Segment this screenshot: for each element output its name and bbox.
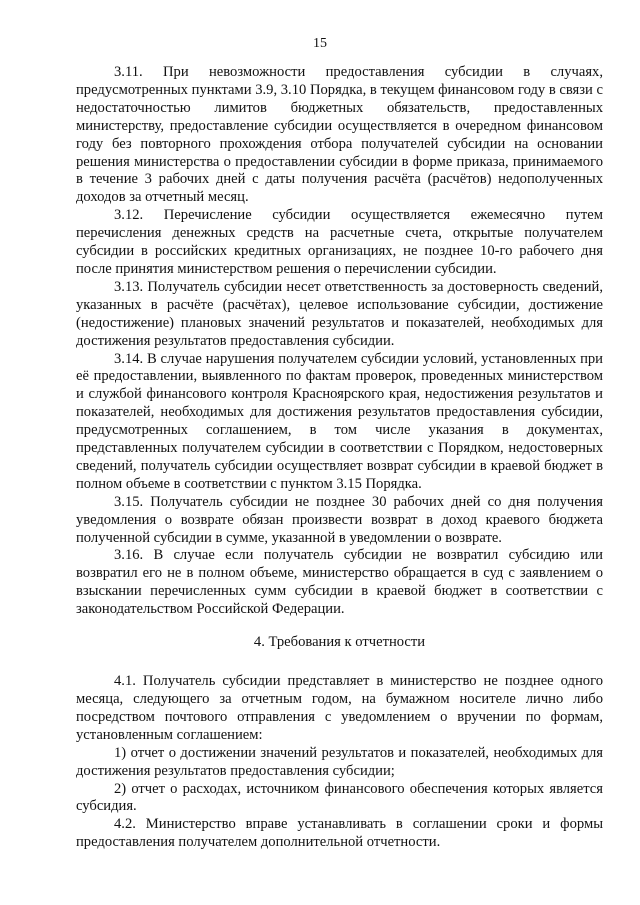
paragraph-4-1: 4.1. Получатель субсидии представляет в министерство не позднее одного месяца, следующего за отчетным годом, на бумажном носителе лично либо посредством почтового отправления с уведомлением о вручении по формам, установленным соглашением: (76, 673, 603, 743)
document-body (76, 64, 603, 852)
paragraph-4-2: 4.2. Министерство вправе устанавливать в соглашении сроки и формы предоставления получателем дополнительной отчетности. (76, 816, 603, 851)
paragraph-4-1-item-2: 2) отчет о расходах, источником финансового обеспечения которых является субсидия. (76, 780, 603, 815)
paragraph-4-1-item-1: 1) отчет о достижении значений результатов и показателей, необходимых для достижения результатов предоставления субсидии; (76, 744, 603, 779)
paragraph-3-14: 3.14. В случае нарушения получателем субсидии условий, установленных при её предоставлении, выявленного по фактам проверок, проведенных министерством и службой финансового контроля Красноярского края, недостижения результатов и показателей, необходимых для достижения результатов предоставления субсидии, предусмотренных соглашением, в том числе указания в документах, представленных получателем субсидии в соответствии с Порядком, недостоверных сведений, получатель субсидии осуществляет возврат субсидии в краевой бюджет в полном объеме в соответствии с пунктом 3.15 Порядка. (76, 350, 603, 492)
paragraph-3-11: 3.11. При невозможности предоставления субсидии в случаях, предусмотренных пунктами 3.9, 3.10 Порядка, в текущем финансовом году в связи с недостаточностью лимитов бюджетных обязательств, предоставленных министерству, предоставление субсидии осуществляется в очередном финансовом году без повторного прохождения отбора получателей субсидии на основании решения министерства о предоставлении субсидии в форме приказа, принимаемого в течение 3 рабочих дней с даты получения расчёта (расчётов) недополученных доходов за отчетный месяц. (76, 64, 603, 206)
section-heading: 4. Требования к отчетности (253, 634, 426, 651)
paragraph-3-13: 3.13. Получатель субсидии несет ответственность за достоверность сведений, указанных в расчёте (расчётах), целевое использование субсидии, достижение (недостижение) плановых значений результатов и показателей, необходимых для достижения результатов предоставления субсидии. (76, 278, 603, 349)
paragraph-3-16: 3.16. В случае если получатель субсидии не возвратил субсидию или возвратил его не в полном объеме, министерство обращается в суд с заявлением о взыскании перечисленных сумм субсидии в краевой бюджет в соответствии с законодательством Российской Федерации. (76, 547, 603, 618)
paragraph-3-15: 3.15. Получатель субсидии не позднее 30 рабочих дней со дня получения уведомления о возврате обязан произвести возврат в доход краевого бюджета полученной субсидии в сумме, указанной в уведомлении о возврате. (76, 493, 603, 546)
page-number: 15 (313, 36, 327, 51)
paragraph-3-12: 3.12. Перечисление субсидии осуществляется ежемесячно путем перечисления денежных средств на расчетные счета, открытые получателем субсидии в российских кредитных организациях, не позднее 10-го рабочего дня после принятия министерством решения о перечислении субсидии. (76, 207, 603, 277)
